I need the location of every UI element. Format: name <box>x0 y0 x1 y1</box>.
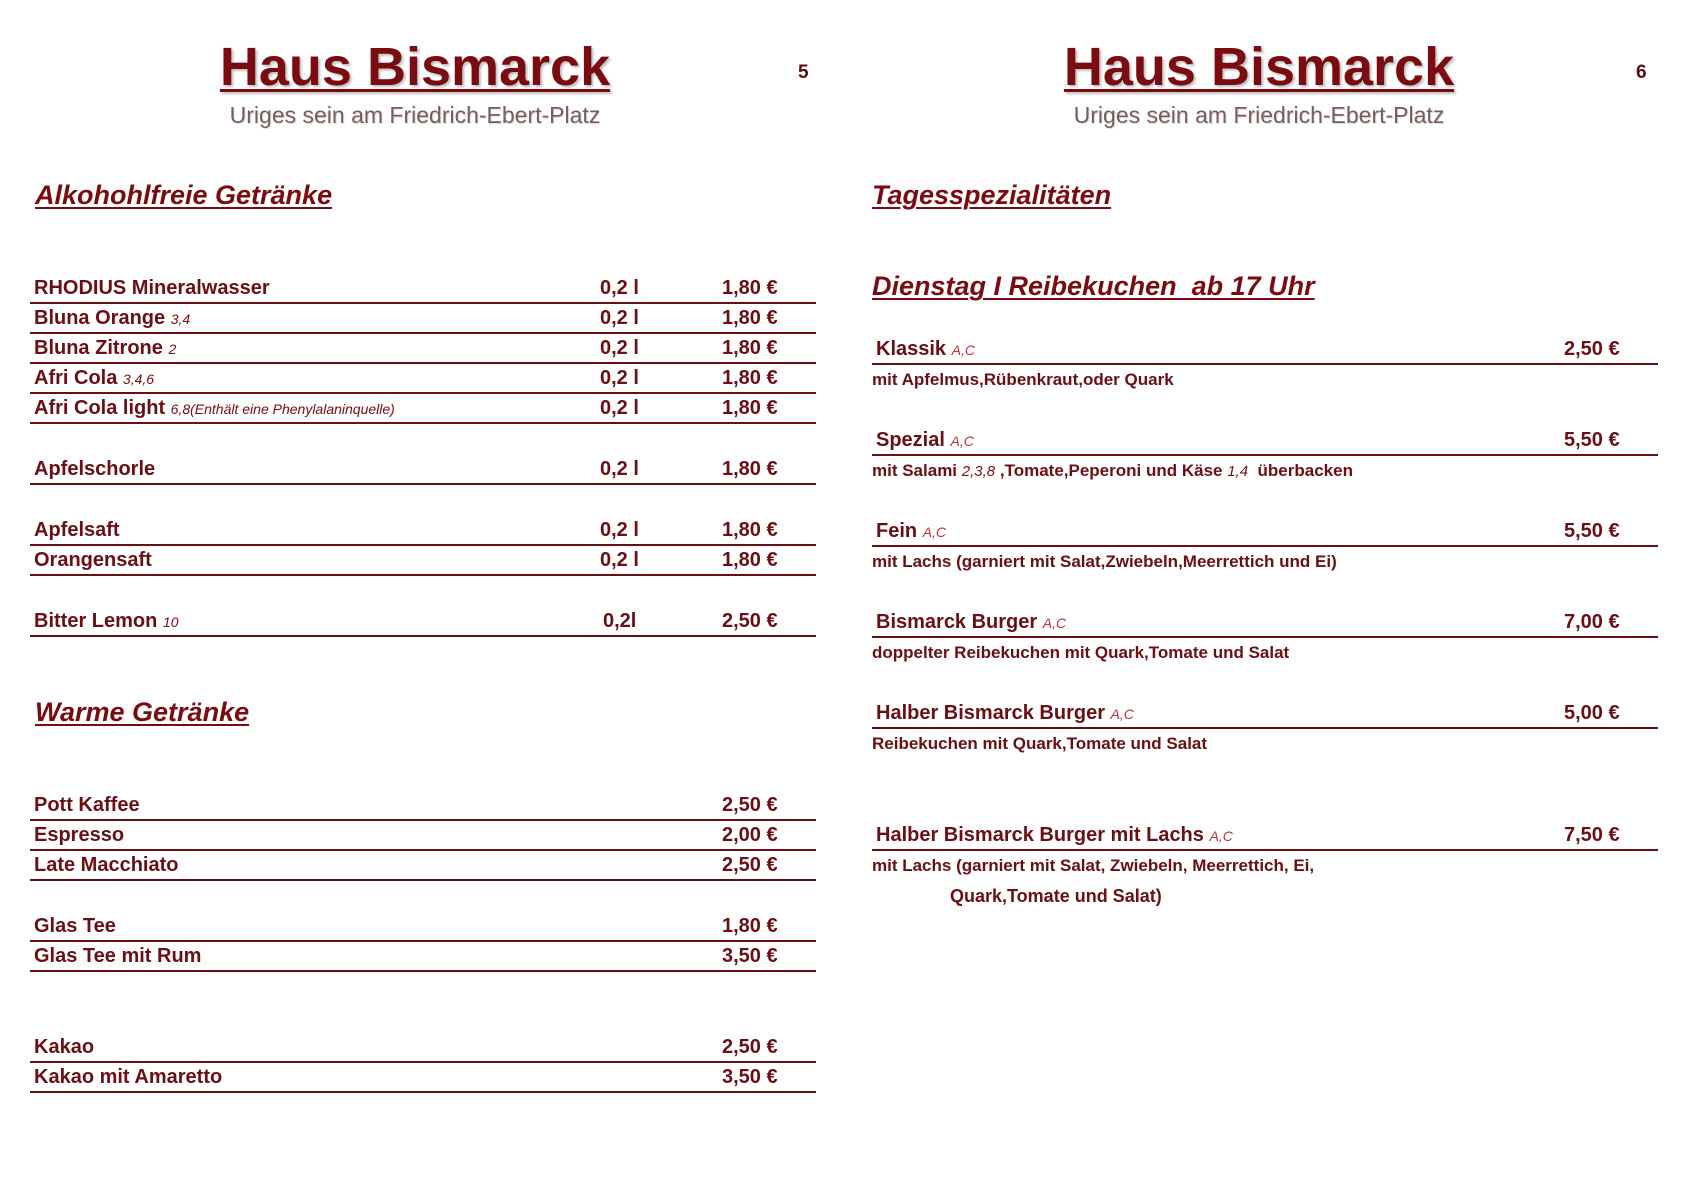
menu-row <box>872 608 1658 638</box>
item-price: 1,80 € <box>722 277 778 299</box>
item-volume: 0,2 l <box>600 367 639 389</box>
item-note: 3,4,6 <box>122 371 155 387</box>
brand-title: Haus Bismarck <box>219 37 611 97</box>
menu-row <box>30 942 816 972</box>
brand-subtitle: Uriges sein am Friedrich-Ebert-Platz <box>1073 102 1445 128</box>
item-price: 3,50 € <box>722 945 778 967</box>
item-name: Halber Bismarck Burger A,C <box>876 702 1134 724</box>
item-note: 10 <box>162 614 179 630</box>
item-price: 2,50 € <box>722 794 778 816</box>
menu-row <box>30 851 816 881</box>
item-price: 1,80 € <box>722 519 778 541</box>
item-note: 2 <box>168 341 177 357</box>
item-price: 7,50 € <box>1564 824 1620 846</box>
item-price: 1,80 € <box>722 367 778 389</box>
brand-title: Haus Bismarck <box>1063 37 1455 97</box>
item-name: Bluna Orange 3,4 <box>34 307 191 329</box>
section-title-tagesspezialitaeten: Tagesspezialitäten <box>872 180 1112 210</box>
item-description: mit Lachs (garniert mit Salat, Zwiebeln, Meerrettich, Ei, <box>872 856 1315 875</box>
item-allergens: A,C <box>1110 706 1134 722</box>
menu-row <box>30 912 816 942</box>
menu-row <box>30 455 816 485</box>
menu-row <box>30 516 816 546</box>
item-price: 2,50 € <box>722 1036 778 1058</box>
item-price: 2,50 € <box>722 854 778 876</box>
menu-row <box>30 304 816 334</box>
item-description: mit Salami 2,3,8 ,Tomate,Peperoni und Käse 1,4 überbacken <box>872 461 1353 480</box>
item-volume: 0,2 l <box>600 307 639 329</box>
item-price: 5,50 € <box>1564 520 1620 542</box>
menu-row <box>30 821 816 851</box>
item-volume: 0,2 l <box>600 458 639 480</box>
item-name: Kakao <box>34 1036 95 1058</box>
item-allergens: A,C <box>951 342 975 358</box>
item-note: 1,4 <box>1227 463 1249 480</box>
item-allergens: A,C <box>1042 615 1067 631</box>
item-price: 5,00 € <box>1564 702 1620 724</box>
item-allergens: A,C <box>1209 828 1233 844</box>
item-price: 1,80 € <box>722 915 778 937</box>
page-number: 5 <box>798 62 809 83</box>
menu-row <box>872 517 1658 547</box>
menu-row <box>872 699 1658 729</box>
item-note: 6,8(Enthält eine Phenylalaninquelle) <box>170 401 395 417</box>
item-price: 1,80 € <box>722 337 778 359</box>
item-volume: 0,2 l <box>600 337 639 359</box>
item-price: 5,50 € <box>1564 429 1620 451</box>
menu-row <box>30 334 816 364</box>
subsection-title-dienstag: Dienstag I Reibekuchen ab 17 Uhr <box>872 271 1315 301</box>
item-name: Fein A,C <box>876 520 947 542</box>
page-number: 6 <box>1636 62 1647 83</box>
item-volume: 0,2l <box>603 610 637 632</box>
menu-row <box>30 274 816 304</box>
item-price: 3,50 € <box>722 1066 778 1088</box>
item-name: Apfelsaft <box>34 519 120 541</box>
item-note: 3,4 <box>170 311 191 327</box>
item-description-continued: Quark,Tomate und Salat) <box>950 886 1162 906</box>
item-name: Afri Cola 3,4,6 <box>34 367 155 389</box>
item-name: Espresso <box>34 824 125 846</box>
item-name: Bismarck Burger A,C <box>876 611 1067 633</box>
item-price: 2,50 € <box>722 610 778 632</box>
menu-row <box>30 607 816 637</box>
item-note: 2,3,8 <box>961 463 996 480</box>
menu-row <box>30 394 816 424</box>
menu-row <box>30 1063 816 1093</box>
menu-row <box>30 546 816 576</box>
item-name: Orangensaft <box>34 549 152 571</box>
item-description: mit Apfelmus,Rübenkraut,oder Quark <box>872 370 1174 389</box>
item-name: Afri Cola light 6,8(Enthält eine Phenylalaninquelle) <box>34 397 395 419</box>
item-volume: 0,2 l <box>600 397 639 419</box>
item-name: Spezial A,C <box>876 429 974 451</box>
item-price: 2,00 € <box>722 824 778 846</box>
item-name: Pott Kaffee <box>34 794 140 816</box>
menu-page-right <box>842 0 1684 1191</box>
item-price: 1,80 € <box>722 397 778 419</box>
item-name: Halber Bismarck Burger mit Lachs A,C <box>876 824 1233 846</box>
item-name: Klassik A,C <box>876 338 975 360</box>
item-name: Kakao mit Amaretto <box>34 1066 223 1088</box>
item-price: 2,50 € <box>1564 338 1620 360</box>
item-name: Apfelschorle <box>34 458 156 480</box>
item-volume: 0,2 l <box>600 549 639 571</box>
item-description: mit Lachs (garniert mit Salat,Zwiebeln,Meerrettich und Ei) <box>872 552 1337 571</box>
section-title-alkoholfrei: Alkohohlfreie Getränke <box>35 180 333 210</box>
item-name: Glas Tee <box>34 915 116 937</box>
item-price: 7,00 € <box>1564 611 1620 633</box>
menu-row <box>872 821 1658 851</box>
item-name: Glas Tee mit Rum <box>34 945 202 967</box>
brand-subtitle: Uriges sein am Friedrich-Ebert-Platz <box>229 102 601 128</box>
item-name: Bluna Zitrone 2 <box>34 337 177 359</box>
item-price: 1,80 € <box>722 307 778 329</box>
item-allergens: A,C <box>950 433 974 449</box>
item-price: 1,80 € <box>722 549 778 571</box>
menu-row <box>30 791 816 821</box>
menu-row <box>872 426 1658 456</box>
item-price: 1,80 € <box>722 458 778 480</box>
item-volume: 0,2 l <box>600 519 639 541</box>
item-name: RHODIUS Mineralwasser <box>34 277 270 299</box>
item-name: Late Macchiato <box>34 854 179 876</box>
section-title-warme-getraenke: Warme Getränke <box>35 697 250 727</box>
item-name: Bitter Lemon 10 <box>34 610 179 632</box>
menu-row <box>30 1033 816 1063</box>
item-volume: 0,2 l <box>600 277 639 299</box>
item-description: doppelter Reibekuchen mit Quark,Tomate und Salat <box>872 643 1290 662</box>
item-description: Reibekuchen mit Quark,Tomate und Salat <box>872 734 1208 753</box>
menu-row <box>30 364 816 394</box>
menu-row <box>872 335 1658 365</box>
item-allergens: A,C <box>922 524 947 540</box>
